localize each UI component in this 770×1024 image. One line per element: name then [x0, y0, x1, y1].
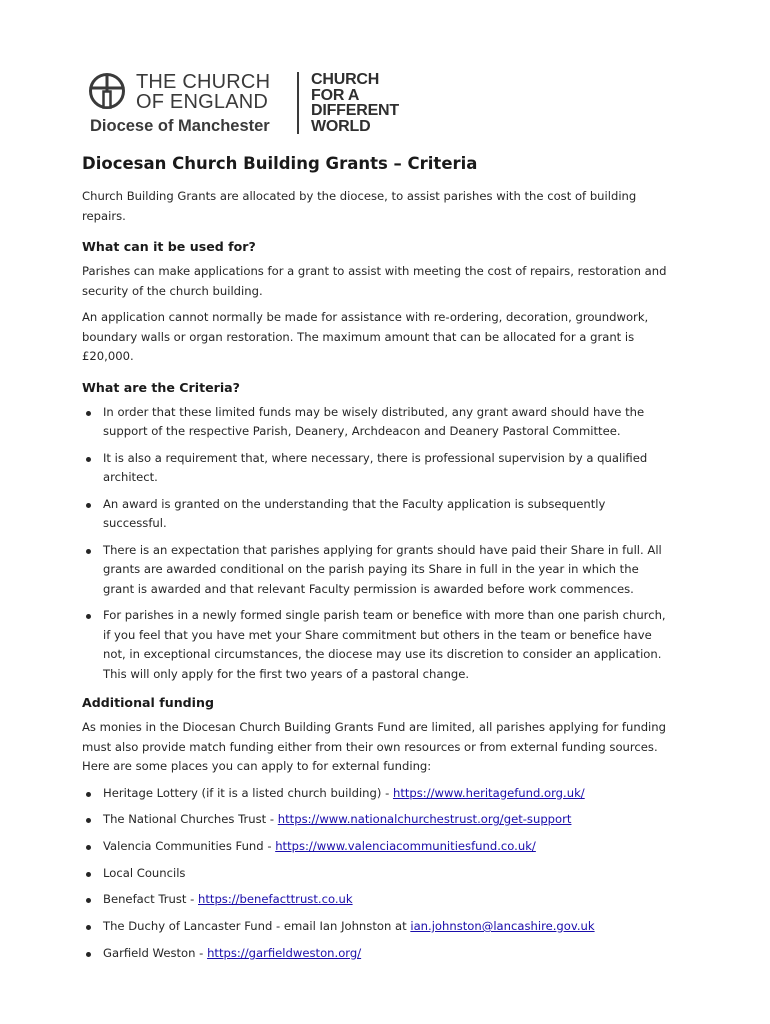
funding-item — [82, 837, 672, 857]
use-paragraph: Parishes can make applications for a grant to assist with meeting the cost of repairs, restoration and security of the church building. — [82, 264, 667, 298]
slogan-line: CHURCH — [311, 71, 380, 88]
funding-item-text: The Duchy of Lancaster Fund - email Ian Johnston at — [103, 918, 411, 933]
funding-item-text: Garfield Weston - — [103, 945, 208, 960]
criteria-item — [82, 403, 672, 442]
slogan-line: FOR A — [311, 86, 360, 104]
funding-item — [82, 890, 672, 910]
section-heading-criteria: What are the Criteria? — [82, 379, 240, 395]
bullet-icon — [86, 614, 91, 619]
criteria-item-text: An award is granted on the understanding that the Faculty application is subsequently successful. — [103, 496, 606, 530]
funding-intro: As monies in the Diocesan Church Building Grants Fund are limited, all parishes applying for funding must also provide match funding either from their own resources or from external funding sources. Here are some places you can apply to for external funding: — [82, 720, 666, 773]
criteria-item-text: In order that these limited funds may be wisely distributed, any grant award should have the support of the respective Parish, Deanery, Archdeacon and Deanery Pastoral Committee. — [103, 404, 645, 438]
funding-link[interactable]: https://www.valenciacommunitiesfund.co.uk/ — [275, 838, 536, 853]
logo-diocese-name: Diocese of Manchester — [90, 117, 270, 135]
funding-item-text: The National Churches Trust - — [103, 812, 278, 827]
funding-link[interactable]: https://www.heritagefund.org.uk/ — [392, 785, 585, 800]
criteria-item-text: It is also a requirement that, where necessary, there is professional supervision by a qualified architect. — [103, 450, 648, 484]
funding-link[interactable]: https://www.nationalchurchestrust.org/get-support — [277, 812, 572, 827]
bullet-icon — [86, 457, 91, 462]
bullet-icon — [86, 925, 91, 930]
logo-org-line1: THE CHURCH — [136, 71, 271, 93]
criteria-item-text: For parishes in a newly formed single parish team or benefice with more than one parish church, if you feel that you have met your Share commitment but others in the team or benefice have not, in exceptional circumstances, the diocese may use its discretion to consider an application. This will only apply for the first two years of a pastoral change. — [103, 608, 666, 681]
funding-item-text: Valencia Communities Fund - — [103, 838, 276, 853]
church-cross-icon — [88, 72, 130, 110]
page-title: Diocesan Church Building Grants – Criteria — [82, 154, 478, 173]
bullet-icon — [86, 952, 91, 957]
criteria-item — [82, 606, 672, 684]
funding-item-text: Benefact Trust - — [103, 892, 198, 907]
funding-item — [82, 864, 672, 884]
criteria-item-text: There is an expectation that parishes applying for grants should have paid their Share in full. All grants are awarded conditional on the parish paying its Share in full in the year in which the grant is awarded and that relevant Faculty permission is awarded before work commences. — [103, 542, 662, 596]
criteria-item — [82, 449, 672, 488]
use-paragraph: An application cannot normally be made for assistance with re-ordering, decoration, groundwork, boundary walls or organ restoration. The maximum amount that can be allocated for a grant is £20,000. — [82, 310, 649, 363]
section-heading-use: What can it be used for? — [82, 239, 256, 254]
slogan-line: DIFFERENT — [311, 102, 399, 119]
bullet-icon — [86, 503, 91, 508]
section-heading-funding: Additional funding — [82, 695, 214, 710]
funding-link[interactable]: https://benefacttrust.co.uk — [198, 892, 353, 907]
funding-item-text: Heritage Lottery (if it is a listed church building) - — [103, 785, 393, 800]
funding-link[interactable]: https://garfieldweston.org/ — [207, 945, 362, 960]
logo-org-line2: OF ENGLAND — [136, 91, 269, 113]
funding-item — [82, 784, 672, 804]
logo-divider — [297, 72, 299, 134]
funding-item — [82, 944, 672, 964]
diocese-logo — [88, 70, 399, 136]
intro-paragraph: Church Building Grants are allocated by the diocese, to assist parishes with the cost of building repairs. — [82, 189, 637, 223]
funding-email-link[interactable]: ian.johnston@lancashire.gov.uk — [410, 918, 595, 933]
funding-item — [82, 917, 672, 937]
logo-slogan — [311, 70, 399, 134]
bullet-icon — [86, 845, 91, 850]
criteria-item — [82, 541, 672, 600]
bullet-icon — [86, 549, 91, 554]
funding-item — [82, 810, 672, 830]
bullet-icon — [86, 411, 91, 416]
bullet-icon — [86, 818, 91, 823]
bullet-icon — [86, 872, 91, 877]
criteria-list — [82, 403, 672, 685]
funding-list — [82, 784, 672, 964]
bullet-icon — [86, 898, 91, 903]
document-body — [82, 152, 672, 970]
criteria-item — [82, 495, 672, 534]
church-of-england-logo — [88, 70, 293, 136]
slogan-line: WORLD — [311, 117, 371, 135]
bullet-icon — [86, 792, 91, 797]
funding-item-text: Local Councils — [103, 865, 186, 880]
